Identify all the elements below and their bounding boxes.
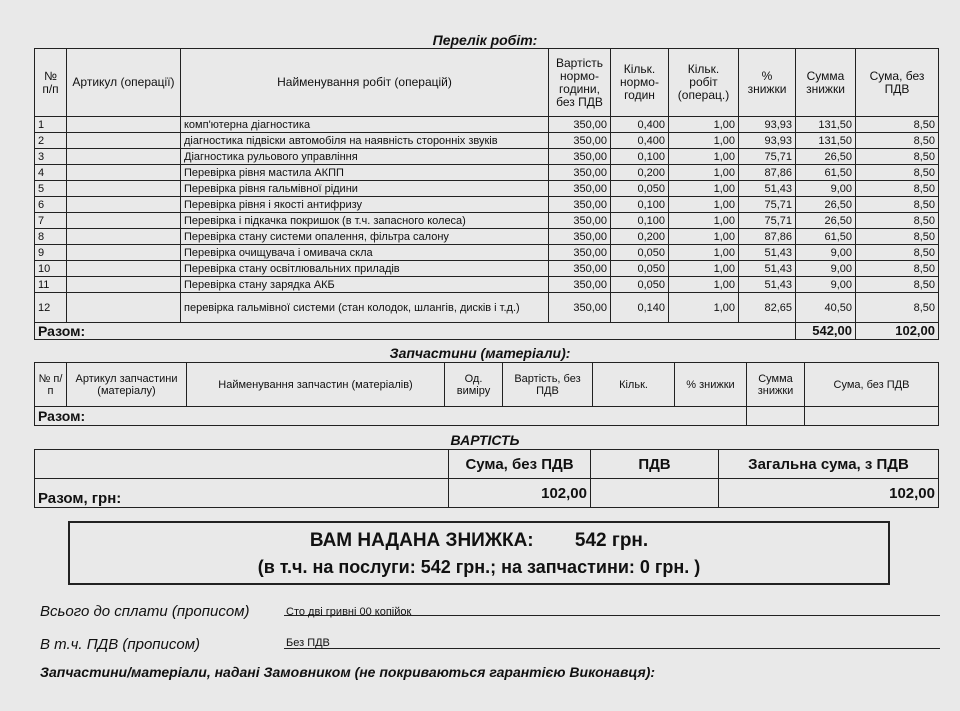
cost-total-value: 102,00 <box>719 479 939 508</box>
work-cell-price: 350,00 <box>549 277 611 293</box>
work-cell-price: 350,00 <box>549 117 611 133</box>
work-cell-disc-pct: 93,93 <box>739 133 796 149</box>
cost-col-vat: ПДВ <box>591 450 719 479</box>
work-cell-sum: 8,50 <box>856 229 939 245</box>
work-row <box>35 149 939 165</box>
work-cell-disc-pct: 75,71 <box>739 197 796 213</box>
work-cell-hours: 0,050 <box>611 277 669 293</box>
col-num: № п/п <box>35 49 67 117</box>
work-cell-qty: 1,00 <box>669 149 739 165</box>
work-cell-article <box>67 261 181 277</box>
work-cell-price: 350,00 <box>549 165 611 181</box>
work-cell-hours: 0,100 <box>611 197 669 213</box>
work-cell-hours: 0,400 <box>611 117 669 133</box>
work-cell-article <box>67 293 181 323</box>
works-total-disc-sum: 542,00 <box>796 323 856 340</box>
work-cell-hours: 0,400 <box>611 133 669 149</box>
work-cell-sum: 8,50 <box>856 181 939 197</box>
work-cell-disc-pct: 93,93 <box>739 117 796 133</box>
work-row <box>35 213 939 229</box>
work-cell-sum: 8,50 <box>856 133 939 149</box>
work-cell-sum: 8,50 <box>856 245 939 261</box>
work-row <box>35 245 939 261</box>
work-cell-name: Перевірка стану зарядка АКБ <box>181 277 549 293</box>
parts-col-disc-sum: Сумма знижки <box>747 363 805 407</box>
work-cell-sum: 8,50 <box>856 293 939 323</box>
work-cell-name: Перевірка рівня і якості антифризу <box>181 197 549 213</box>
work-cell-disc-pct: 51,43 <box>739 277 796 293</box>
work-cell-qty: 1,00 <box>669 213 739 229</box>
work-cell-sum: 8,50 <box>856 165 939 181</box>
work-cell-disc-sum: 9,00 <box>796 181 856 197</box>
col-sum: Сума, без ПДВ <box>856 49 939 117</box>
work-cell-sum: 8,50 <box>856 277 939 293</box>
parts-col-unit: Од. виміру <box>445 363 503 407</box>
work-cell-disc-pct: 75,71 <box>739 213 796 229</box>
work-cell-sum: 8,50 <box>856 149 939 165</box>
parts-col-article: Артикул запчастини (матеріалу) <box>67 363 187 407</box>
work-cell-price: 350,00 <box>549 261 611 277</box>
work-cell-disc-sum: 9,00 <box>796 245 856 261</box>
col-disc-sum: Сумма знижки <box>796 49 856 117</box>
parts-col-qty: Кільк. <box>593 363 675 407</box>
col-price: Вартість нормо-години, без ПДВ <box>549 49 611 117</box>
work-cell-price: 350,00 <box>549 133 611 149</box>
work-cell-disc-pct: 51,43 <box>739 245 796 261</box>
parts-total-disc-sum <box>747 407 805 426</box>
work-cell-disc-sum: 61,50 <box>796 165 856 181</box>
cost-col-total: Загальна сума, з ПДВ <box>719 450 939 479</box>
work-cell-num: 7 <box>35 213 67 229</box>
col-name: Найменування робіт (операцій) <box>181 49 549 117</box>
work-cell-disc-pct: 87,86 <box>739 165 796 181</box>
works-table <box>34 48 939 340</box>
work-cell-num: 6 <box>35 197 67 213</box>
work-cell-price: 350,00 <box>549 229 611 245</box>
col-hours: Кільк. нормо-годин <box>611 49 669 117</box>
work-cell-name: Діагностика рульового управління <box>181 149 549 165</box>
work-cell-num: 11 <box>35 277 67 293</box>
work-cell-hours: 0,050 <box>611 181 669 197</box>
work-cell-hours: 0,100 <box>611 213 669 229</box>
work-cell-disc-sum: 131,50 <box>796 117 856 133</box>
work-cell-article <box>67 117 181 133</box>
total-words-value: Сто дві гривні 00 копійок <box>286 606 412 618</box>
work-cell-disc-sum: 26,50 <box>796 213 856 229</box>
work-cell-disc-sum: 9,00 <box>796 277 856 293</box>
work-cell-qty: 1,00 <box>669 261 739 277</box>
work-cell-name: Перевірка стану освітлювальних приладів <box>181 261 549 277</box>
parts-col-sum: Сума, без ПДВ <box>805 363 939 407</box>
work-cell-num: 12 <box>35 293 67 323</box>
cost-section-title: ВАРТІСТЬ <box>450 432 520 448</box>
total-words-label: Всього до сплати (прописом) <box>40 603 250 620</box>
discount-box <box>68 521 890 585</box>
work-cell-qty: 1,00 <box>669 181 739 197</box>
work-cell-hours: 0,200 <box>611 229 669 245</box>
work-cell-qty: 1,00 <box>669 165 739 181</box>
work-cell-name: Перевірка рівня гальмівної рідини <box>181 181 549 197</box>
work-cell-price: 350,00 <box>549 213 611 229</box>
vat-words-label: В т.ч. ПДВ (прописом) <box>40 636 201 653</box>
work-cell-sum: 8,50 <box>856 261 939 277</box>
work-cell-num: 2 <box>35 133 67 149</box>
discount-amount: 542 грн. <box>574 530 649 551</box>
work-cell-disc-pct: 51,43 <box>739 181 796 197</box>
work-cell-qty: 1,00 <box>669 117 739 133</box>
cost-row-label: Разом, грн: <box>35 479 449 508</box>
work-cell-disc-pct: 82,65 <box>739 293 796 323</box>
parts-col-price: Вартість, без ПДВ <box>503 363 593 407</box>
work-cell-disc-sum: 26,50 <box>796 197 856 213</box>
works-total-label: Разом: <box>35 323 796 340</box>
work-cell-hours: 0,100 <box>611 149 669 165</box>
work-cell-disc-sum: 40,50 <box>796 293 856 323</box>
parts-table <box>34 362 939 426</box>
work-cell-disc-sum: 26,50 <box>796 149 856 165</box>
work-cell-hours: 0,140 <box>611 293 669 323</box>
work-row <box>35 277 939 293</box>
works-total-sum: 102,00 <box>856 323 939 340</box>
col-qty: Кільк. робіт (операц.) <box>669 49 739 117</box>
works-total-row <box>35 323 939 340</box>
work-cell-disc-pct: 75,71 <box>739 149 796 165</box>
work-cell-disc-sum: 61,50 <box>796 229 856 245</box>
work-row <box>35 117 939 133</box>
work-cell-price: 350,00 <box>549 245 611 261</box>
work-cell-sum: 8,50 <box>856 117 939 133</box>
work-cell-hours: 0,050 <box>611 261 669 277</box>
work-cell-qty: 1,00 <box>669 293 739 323</box>
work-cell-qty: 1,00 <box>669 277 739 293</box>
work-cell-article <box>67 133 181 149</box>
work-cell-qty: 1,00 <box>669 229 739 245</box>
parts-col-disc-pct: % знижки <box>675 363 747 407</box>
work-cell-article <box>67 245 181 261</box>
work-cell-name: Перевірка стану системи опалення, фільтра салону <box>181 229 549 245</box>
discount-label: ВАМ НАДАНА ЗНИЖКА: <box>309 530 534 551</box>
work-row <box>35 229 939 245</box>
work-cell-price: 350,00 <box>549 149 611 165</box>
vat-words-line <box>284 648 940 649</box>
work-cell-article <box>67 165 181 181</box>
discount-breakdown: (в т.ч. на послуги: 542 грн.; на запчастини: 0 грн. ) <box>257 557 701 577</box>
work-cell-disc-sum: 9,00 <box>796 261 856 277</box>
work-cell-num: 4 <box>35 165 67 181</box>
work-cell-price: 350,00 <box>549 293 611 323</box>
work-cell-article <box>67 181 181 197</box>
work-cell-sum: 8,50 <box>856 197 939 213</box>
cost-sum-value: 102,00 <box>449 479 591 508</box>
work-cell-num: 8 <box>35 229 67 245</box>
work-cell-name: комп'ютерна діагностика <box>181 117 549 133</box>
work-cell-article <box>67 197 181 213</box>
parts-total-row <box>35 407 939 426</box>
work-row <box>35 165 939 181</box>
work-cell-name: Перевірка рівня мастила АКПП <box>181 165 549 181</box>
work-cell-disc-sum: 131,50 <box>796 133 856 149</box>
work-cell-sum: 8,50 <box>856 213 939 229</box>
work-cell-disc-pct: 51,43 <box>739 261 796 277</box>
parts-total-label: Разом: <box>35 407 747 426</box>
cost-table <box>34 449 939 508</box>
work-cell-num: 10 <box>35 261 67 277</box>
vat-words-value: Без ПДВ <box>286 637 330 649</box>
parts-total-sum <box>805 407 939 426</box>
work-cell-hours: 0,200 <box>611 165 669 181</box>
col-article: Артикул (операції) <box>67 49 181 117</box>
work-cell-name: перевірка гальмівної системи (стан колодок, шлангів, дисків і т.д.) <box>181 293 549 323</box>
work-cell-name: Перевірка і підкачка покришок (в т.ч. запасного колеса) <box>181 213 549 229</box>
work-cell-num: 9 <box>35 245 67 261</box>
work-row <box>35 197 939 213</box>
work-row <box>35 133 939 149</box>
cost-empty-cell <box>35 450 449 479</box>
work-cell-name: Перевірка очищувача і омивача скла <box>181 245 549 261</box>
work-cell-article <box>67 213 181 229</box>
work-cell-article <box>67 149 181 165</box>
parts-section-title: Запчастини (матеріали): <box>389 345 571 361</box>
cost-col-sum: Сума, без ПДВ <box>449 450 591 479</box>
customer-parts-label: Запчастини/матеріали, надані Замовником (не покриваються гарантією Виконавця): <box>40 664 656 680</box>
work-cell-qty: 1,00 <box>669 245 739 261</box>
work-cell-num: 5 <box>35 181 67 197</box>
cost-vat-value <box>591 479 719 508</box>
works-section-title: Перелік робіт: <box>432 32 538 48</box>
work-row <box>35 261 939 277</box>
work-cell-qty: 1,00 <box>669 197 739 213</box>
work-cell-name: діагностика підвіски автомобіля на наявність сторонніх звуків <box>181 133 549 149</box>
work-cell-article <box>67 229 181 245</box>
work-cell-hours: 0,050 <box>611 245 669 261</box>
work-cell-price: 350,00 <box>549 197 611 213</box>
work-cell-num: 3 <box>35 149 67 165</box>
work-cell-num: 1 <box>35 117 67 133</box>
col-disc-pct: % знижки <box>739 49 796 117</box>
work-cell-article <box>67 277 181 293</box>
parts-col-name: Найменування запчастин (матеріалів) <box>187 363 445 407</box>
work-cell-qty: 1,00 <box>669 133 739 149</box>
work-cell-disc-pct: 87,86 <box>739 229 796 245</box>
parts-col-num: № п/п <box>35 363 67 407</box>
work-cell-price: 350,00 <box>549 181 611 197</box>
work-row <box>35 293 939 323</box>
work-row <box>35 181 939 197</box>
